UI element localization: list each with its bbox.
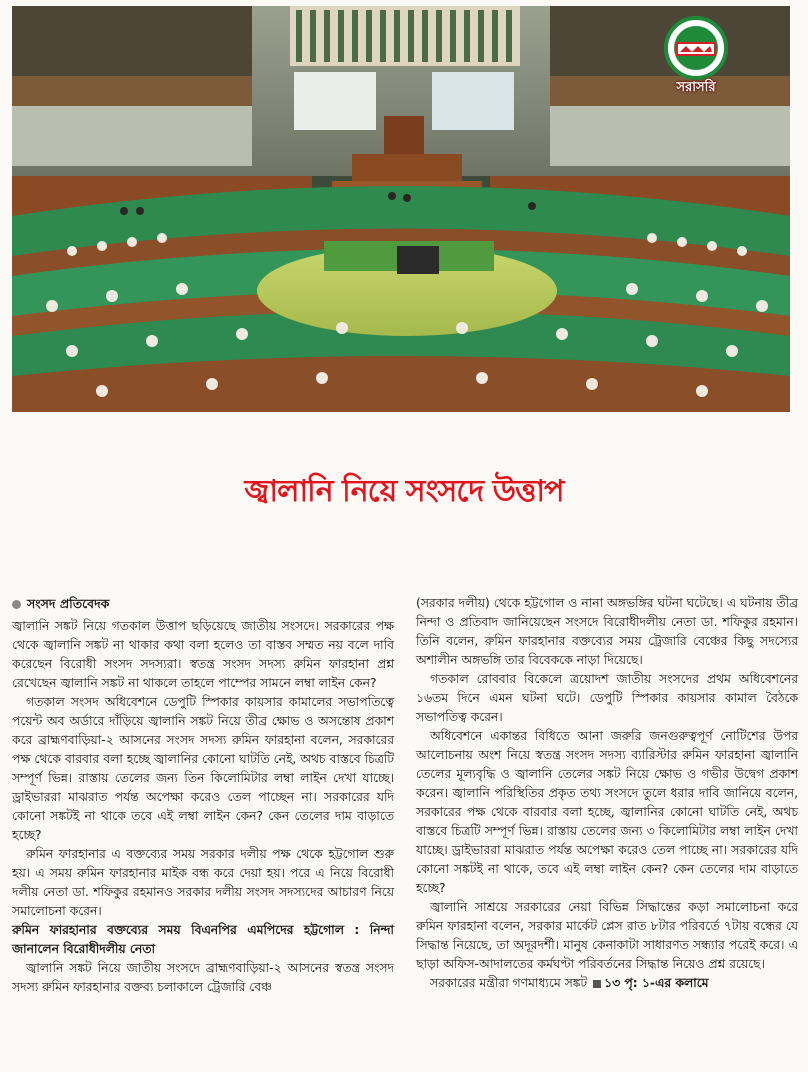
left-paragraph: গতকাল সংসদ অধিবেশনে ডেপুটি স্পিকার কায়সার কামালের সভাপতিত্বে পয়েন্ট অব অর্ডারে দাঁড়িয়ে জ্বালানি সঙ্কট নিয়ে তীব্র ক্ষোভ ও অসন্তোষ প্রকাশ করে ব্রাহ্মণবাড়িয়া-২ আসনের সংসদ সদস্য রুমিন ফারহানা বলেন, সরকারের পক্ষ থেকে বারবার বলা হচ্ছে জ্বালানির কোনো ঘাটতি নেই, অথচ বাস্তবে চিত্রটি সম্পূর্ণ ভিন্ন। রাস্তায় তেলের জন্য তিন কিলোমিটার লম্বা লাইন দেখা যাচ্ছে। ড্রাইভাররা মাঝরাত পর্যন্ত অপেক্ষা করেও তেল পাচ্ছেন না। সরকারের যদি কোনো সঙ্কটই না থাকে তবে এই লম্বা লাইন কেন? কেন তেলের দাম বাড়াতে হচ্ছে? <box>12 695 394 842</box>
parliament-photo <box>12 6 790 412</box>
right-paragraph: অধিবেশনে একান্তর বিধিতে আনা জরুরি জনগুরুত্বপূর্ণ নোটিশের উপর আলোচনায় অংশ নিয়ে স্বতন্ত্র সংসদ সদস্য ব্যারিস্টার রুমিন ফারহানা জ্বালানি তেলের মূল্যবৃদ্ধি ও জ্বালানি তেলের সঙ্কট নিয়ে ক্ষোভ ও গভীর উদ্বেগ প্রকাশ করেন। জ্বালানি পরিস্থিতির প্রকৃত তথ্য সংসদে তুলে ধরার দাবি জানিয়ে বলেন, সরকারের পক্ষ থেকে বারবার বলা হচ্ছে, জ্বালানির কোনো ঘাটতি নেই, অথচ বাস্তবে চিত্রটি সম্পূর্ণ ভিন্ন। রাস্তায় তেলের জন্য ৩ কিলোমিটার লম্বা লাইন দেখা যাচ্ছে। ড্রাইভাররা মাঝরাত পর্যন্ত অপেক্ষা করেও তেল পাচ্ছে না। সরকারের যদি কোনো সঙ্কটই না থাকে, তবে এই লম্বা লাইন কেন? কেন তেলের দাম বাড়াতে হচ্ছে? <box>416 729 798 895</box>
left-paragraph: রুমিন ফারহানার এ বক্তব্যের সময় সরকার দলীয় পক্ষ থেকে হট্টগোল শুরু হয়। এ সময় রুমিন ফারহানার মাইক বন্ধ করে দেয়া হয়। পরে এ নিয়ে বিরোধী দলীয় নেতা ডা. শফিকুর রহমানও সরকার দলীয় সংসদ সদস্যদের আচারণ নিয়ে সমালোচনা করেন। <box>12 847 394 918</box>
byline <box>12 594 394 613</box>
jump-marker-icon <box>593 980 601 988</box>
subheading: রুমিন ফারহানার বক্তব্যের সময় বিএনপির এমপিদের হট্টগোল : নিন্দা জানালেন বিরোধীদলীয় নেতা <box>12 923 394 956</box>
right-last-paragraph <box>416 974 798 993</box>
live-logo <box>650 14 742 100</box>
right-paragraph-continuation: (সরকার দলীয়) থেকে হট্টগোল ও নানা অঙ্গভঙ্গির ঘটনা ঘটেছে। এ ঘটনায় তীব্র নিন্দা ও প্রতিবাদ জানিয়েছেন সংসদে বিরোধীদলীয় নেতা ডা. শফিকুর রহমান। তিনি বলেন, রুমিন ফারহানার বক্তব্যের সময় ট্রেজারি বেঞ্চের কিছু সদস্যের অশালীন অঙ্গভঙ্গি তার বিবেককে নাড়া দিয়েছে। <box>416 596 798 667</box>
left-paragraph: জ্বালানি সঙ্কট নিয়ে গতকাল উত্তাপ ছড়িয়েছে জাতীয় সংসদে। সরকারের পক্ষ থেকে জ্বালানি সঙ্কট না থাকার কথা বলা হলেও তা বাস্তব সম্মত নয় বলে দাবি করেছেন বিরোধী সংসদ সদস্যরা। স্বতন্ত্র সংসদ সদস্য রুমিন ফারহানা প্রশ্ন রেখেছেন জ্বালানি সঙ্কট না থাকলে তাহলে পাম্পের সামনে লম্বা লাইন কেন? <box>12 619 394 690</box>
byline-bullet-icon <box>12 600 21 609</box>
logo-text: সরাসরি <box>676 80 716 95</box>
right-paragraph: জ্বালানি সাশ্রয়ে সরকারের নেয়া বিভিন্ন সিদ্ধান্তের কড়া সমালোচনা করে রুমিন ফারহানা বলেন, সরকার মার্কেট প্লেস রাত ৮টার পরিবর্তে ৭টায় বন্ধের যে সিদ্ধান্ত নিয়েছে, তা অদূরদর্শী। মানুষ কেনাকাটা সাধারণত সন্ধ্যার পরেই করে। এ ছাড়া অফিস-আদালতের কর্মঘণ্টা পরিবর্তনের সিদ্ধান্ত নিয়েও প্রশ্ন রয়েছে। <box>416 900 798 971</box>
left-paragraph-continued: জ্বালানি সঙ্কট নিয়ে জাতীয় সংসদে ব্রাহ্মণবাড়িয়া-২ আসনের স্বতন্ত্র সংসদ সদস্য রুমিন ফারহানার বক্তব্য চলাকালে ট্রেজারি বেঞ্চ <box>12 961 394 994</box>
right-column <box>416 594 798 993</box>
byline-text: সংসদ প্রতিবেদক <box>27 596 110 611</box>
right-paragraph: গতকাল রোববার বিকেলে ত্রয়োদশ জাতীয় সংসদের প্রথম অধিবেশনের ১৬তম দিনে এমন ঘটনা ঘটে। ডেপুটি স্পিকার কায়সার কামাল বৈঠকে সভাপতিত্ব করেন। <box>416 672 798 724</box>
left-column <box>12 594 394 997</box>
continued-on-page: ১৩ পৃ: ১-এর কলামে <box>604 976 709 990</box>
headline: জ্বালানি নিয়ে সংসদে উত্তাপ <box>244 474 564 509</box>
right-last-text: সরকারের মন্ত্রীরা গণমাধ্যমে সঙ্কট <box>430 976 588 990</box>
